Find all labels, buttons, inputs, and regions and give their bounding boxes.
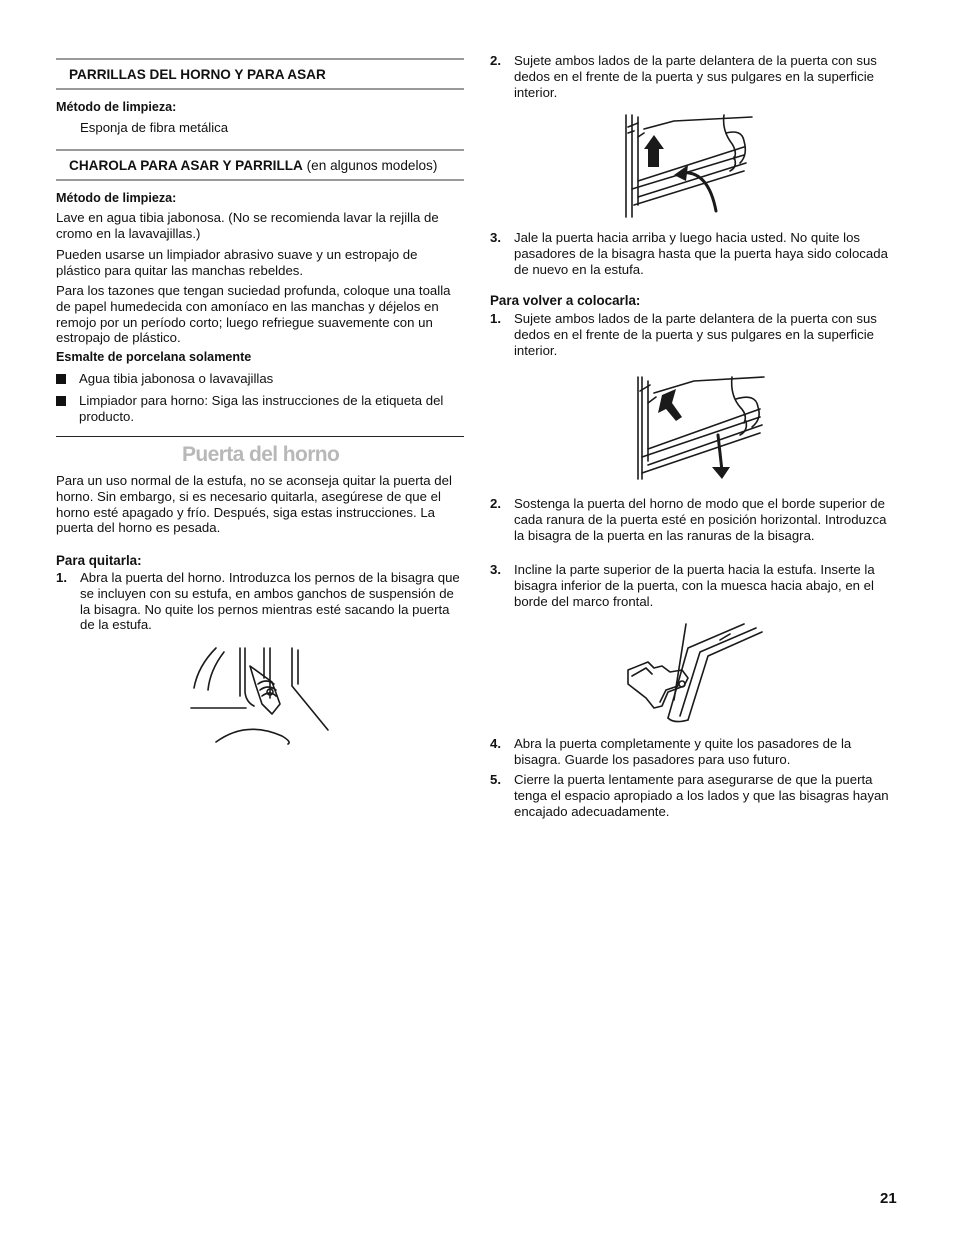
- step-number: 3.: [490, 230, 501, 245]
- paragraph: Para los tazones que tengan suciedad profunda, coloque una toalla de papel humedecida con amoníaco en las manchas y déjelos en remojo por un período corto; luego refriegue suavemente con un estropajo de plástico.: [56, 283, 451, 346]
- door-lift-illustration: [624, 111, 774, 221]
- step-text: Jale la puerta hacia arriba y luego hacia usted. No quite los pasadores de la bisagra hasta que la puerta haya sido colocada de nuevo en la estufa.: [514, 230, 888, 277]
- enamel-label: Esmalte de porcelana solamente: [56, 350, 252, 364]
- section-header-broiler: CHAROLA PARA ASAR Y PARRILLA (en algunos modelos): [69, 158, 438, 173]
- step-text: Abra la puerta del horno. Introduzca los pernos de la bisagra que se incluyen con su estufa, en ambos ganchos de suspensión de la bisagra. No quite los pernos mientras esté sacando la puerta de la estufa.: [80, 570, 460, 633]
- step-text: Cierre la puerta lentamente para asegurarse de que la puerta tenga el espacio apropiado a los lados y que las bisagras hayan encajado adecuadamente.: [514, 772, 889, 819]
- section-divider: [56, 436, 464, 437]
- step-text: Sostenga la puerta del horno de modo que el borde superior de cada ranura de la puerta esté en posición horizontal. Introduzca la bisagra de la puerta en las ranuras de la bisagra.: [514, 496, 887, 543]
- page-number: 21: [880, 1190, 897, 1207]
- list-item: [56, 393, 464, 425]
- step-item: [490, 311, 898, 359]
- list-item-text: Limpiador para horno: Siga las instrucciones de la etiqueta del producto.: [79, 393, 444, 424]
- replace-heading: Para volver a colocarla:: [490, 293, 641, 308]
- section-header-racks: PARRILLAS DEL HORNO Y PARA ASAR: [69, 67, 326, 82]
- step-text: Abra la puerta completamente y quite los pasadores de la bisagra. Guarde los pasadores para uso futuro.: [514, 736, 852, 767]
- step-item: [56, 570, 464, 634]
- step-number: 1.: [56, 570, 67, 585]
- method-label: Método de limpieza:: [56, 100, 177, 114]
- step-text: Sujete ambos lados de la parte delantera de la puerta con sus dedos en el frente de la puerta y sus pulgares en la superficie interior.: [514, 53, 877, 100]
- method-label: Método de limpieza:: [56, 191, 177, 205]
- step-item: [490, 496, 898, 560]
- method-text: Esponja de fibra metálica: [80, 120, 229, 135]
- step-item: [490, 772, 898, 820]
- list-item: [56, 371, 464, 387]
- remove-heading: Para quitarla:: [56, 553, 142, 568]
- paragraph: Pueden usarse un limpiador abrasivo suave y un estropajo de plástico para quitar las manchas rebeldes.: [56, 247, 418, 278]
- step-number: 5.: [490, 772, 501, 787]
- door-intro: Para un uso normal de la estufa, no se aconseja quitar la puerta del horno. Sin embargo, si es necesario quitarla, asegúrese de que el horno esté apagado y frío. Después, siga estas instrucciones. La puerta del horno es pesada.: [56, 473, 452, 536]
- hinge-insert-illustration: [624, 620, 764, 730]
- step-number: 2.: [490, 53, 501, 68]
- section-rule-top: [56, 149, 464, 151]
- section-rule-top: [56, 58, 464, 60]
- bullet-icon: [56, 396, 66, 406]
- step-text: Incline la parte superior de la puerta hacia la estufa. Inserte la bisagra inferior de la puerta, con la muesca hacia abajo, en el borde del marco frontal.: [514, 562, 875, 609]
- step-item: [490, 53, 898, 101]
- step-number: 1.: [490, 311, 501, 326]
- list-item-text: Agua tibia jabonosa o lavavajillas: [79, 371, 274, 386]
- section-rule-bottom: [56, 88, 464, 90]
- step-item: [490, 230, 898, 278]
- hinge-illustration: [188, 644, 338, 748]
- step-item: [490, 736, 898, 768]
- step-text: Sujete ambos lados de la parte delantera de la puerta con sus dedos en el frente de la puerta y sus pulgares en la superficie interior.: [514, 311, 877, 358]
- door-replace-illustration: [636, 373, 782, 483]
- paragraph: Lave en agua tibia jabonosa. (No se recomienda lavar la rejilla de cromo en la lavavajillas.): [56, 210, 439, 241]
- step-item: [490, 562, 898, 610]
- section-rule-bottom: [56, 179, 464, 181]
- step-number: 4.: [490, 736, 501, 751]
- section-title: Puerta del horno: [182, 443, 340, 466]
- step-number: 2.: [490, 496, 501, 511]
- bullet-icon: [56, 374, 66, 384]
- step-number: 3.: [490, 562, 501, 577]
